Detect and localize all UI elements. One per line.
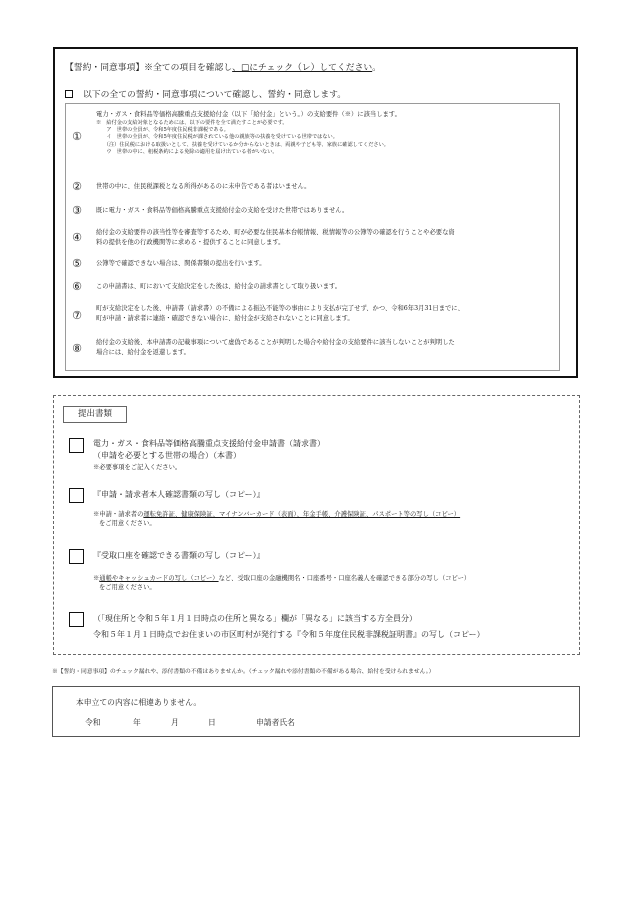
- year-label: 年: [133, 718, 141, 727]
- doc-item-id-copy: 『申請・請求者本人確認書類の写し（コピー）』 ※申請・請求者の運転免許証、健康保険証、マイナンバーカード（表面）、年金手帳、介護保険証、パスポート等の写し（コピー） をご用意ください。: [69, 488, 574, 530]
- pledge-header: 【誓約・同意事項】※全ての項目を確認し、□にチェック（レ）してください。: [65, 63, 381, 73]
- doc-item-tax-certificate: （「現住所と令和５年１月１日時点の住所と異なる」欄が「異なる」に該当する方全員分） 令和５年１月１日時点でお住まいの市区町村が発行する『令和５年度住民税非課税証明書』の写し（コピー）: [69, 612, 574, 646]
- required-documents-section: [53, 395, 580, 655]
- doc-checkbox-1[interactable]: [69, 438, 84, 453]
- day-label: 日: [208, 718, 216, 727]
- footnote: ※【誓約・同意事項】のチェック漏れや、添付書類の不備はありませんか。（チェック漏れや添付書類の不備がある場合、給付を受けられません。）: [52, 669, 435, 675]
- era-label: 令和: [85, 718, 101, 727]
- docs-label: 提出書類: [63, 406, 127, 423]
- doc-checkbox-2[interactable]: [69, 488, 84, 503]
- confirmation-section: [52, 686, 580, 737]
- agree-label: 以下の全ての誓約・同意事項について確認し、誓約・同意します。: [83, 90, 347, 100]
- confirmation-text: 本申立ての内容に相違ありません。: [76, 698, 202, 707]
- month-label: 月: [171, 718, 179, 727]
- doc-item-application: 電力・ガス・食料品等価格高騰重点支援給付金申請書（請求書） （申請を必要とする世帯の場合）（本書） ※必要事項をご記入ください。: [69, 438, 574, 478]
- pledge-items-box: ① 電力・ガス・食料品等価格高騰重点支援給付金（以下「給付金」という。）の支給要件（※）に該当します。 ※ 給付金の支給対象となるためには、以下の要件を全て満たすことが必要です。 ア 世帯の全員が、令和5年度住民税非課税である。 イ 世帯の全員が、令和5年度住民税が課されている他の親族等の扶養を受けている世帯ではない。 （注）住民税における取扱いとして、扶養を受けているか分からないときは、両親や子ども等、家族に確認してください。 ウ 世帯の中に、租税条約による免除の適用を届け出ている者がいない。 ② 世帯の中に、住民税課税となる所得があるのに未申告である者はいません。 ③ 既に電力・ガス・食料品等価格高騰重点支援給付金の支給を受けた世帯ではありません。 ④ 給付金の支給要件の該当性等を審査等するため、町が必要な住民基本台帳情報、税情報等の公簿等の確認を行うことや必要な資 料の提供を他の行政機関等に求める・提供することに同意します。 ⑤ 公簿等で確認できない場合は、関係書類の提出を行います。 ⑥ この申請書は、町において支給決定をした後は、給付金の請求書として取り扱います。 ⑦ 町が支給決定をした後、申請書（請求書）の不備による振込不能等の事由により支払が完了せず、かつ、令和6年3月31日までに、 町が申請・請求者に連絡・確認できない場合に、給付金が支給されないことに同意します。 ⑧ 給付金の支給後、本申請書の記載事項について虚偽であることが判明した場合や給付金の支給要件に該当しないことが判明した 場合には、給付金を返還します。: [65, 103, 560, 371]
- doc-checkbox-3[interactable]: [69, 549, 84, 564]
- pledge-section: [53, 47, 578, 378]
- agree-line: [65, 87, 346, 100]
- doc-item-bank-copy: 『受取口座を確認できる書類の写し（コピー）』 ※通帳やキャッシュカードの写し（コピー）など、受取口座の金融機関名・口座番号・口座名義人を確認できる部分の写し（コピー） をご用意ください。: [69, 549, 574, 593]
- applicant-name-label: 申請者氏名: [256, 718, 295, 727]
- agree-checkbox[interactable]: [65, 90, 73, 98]
- doc-checkbox-4[interactable]: [69, 612, 84, 627]
